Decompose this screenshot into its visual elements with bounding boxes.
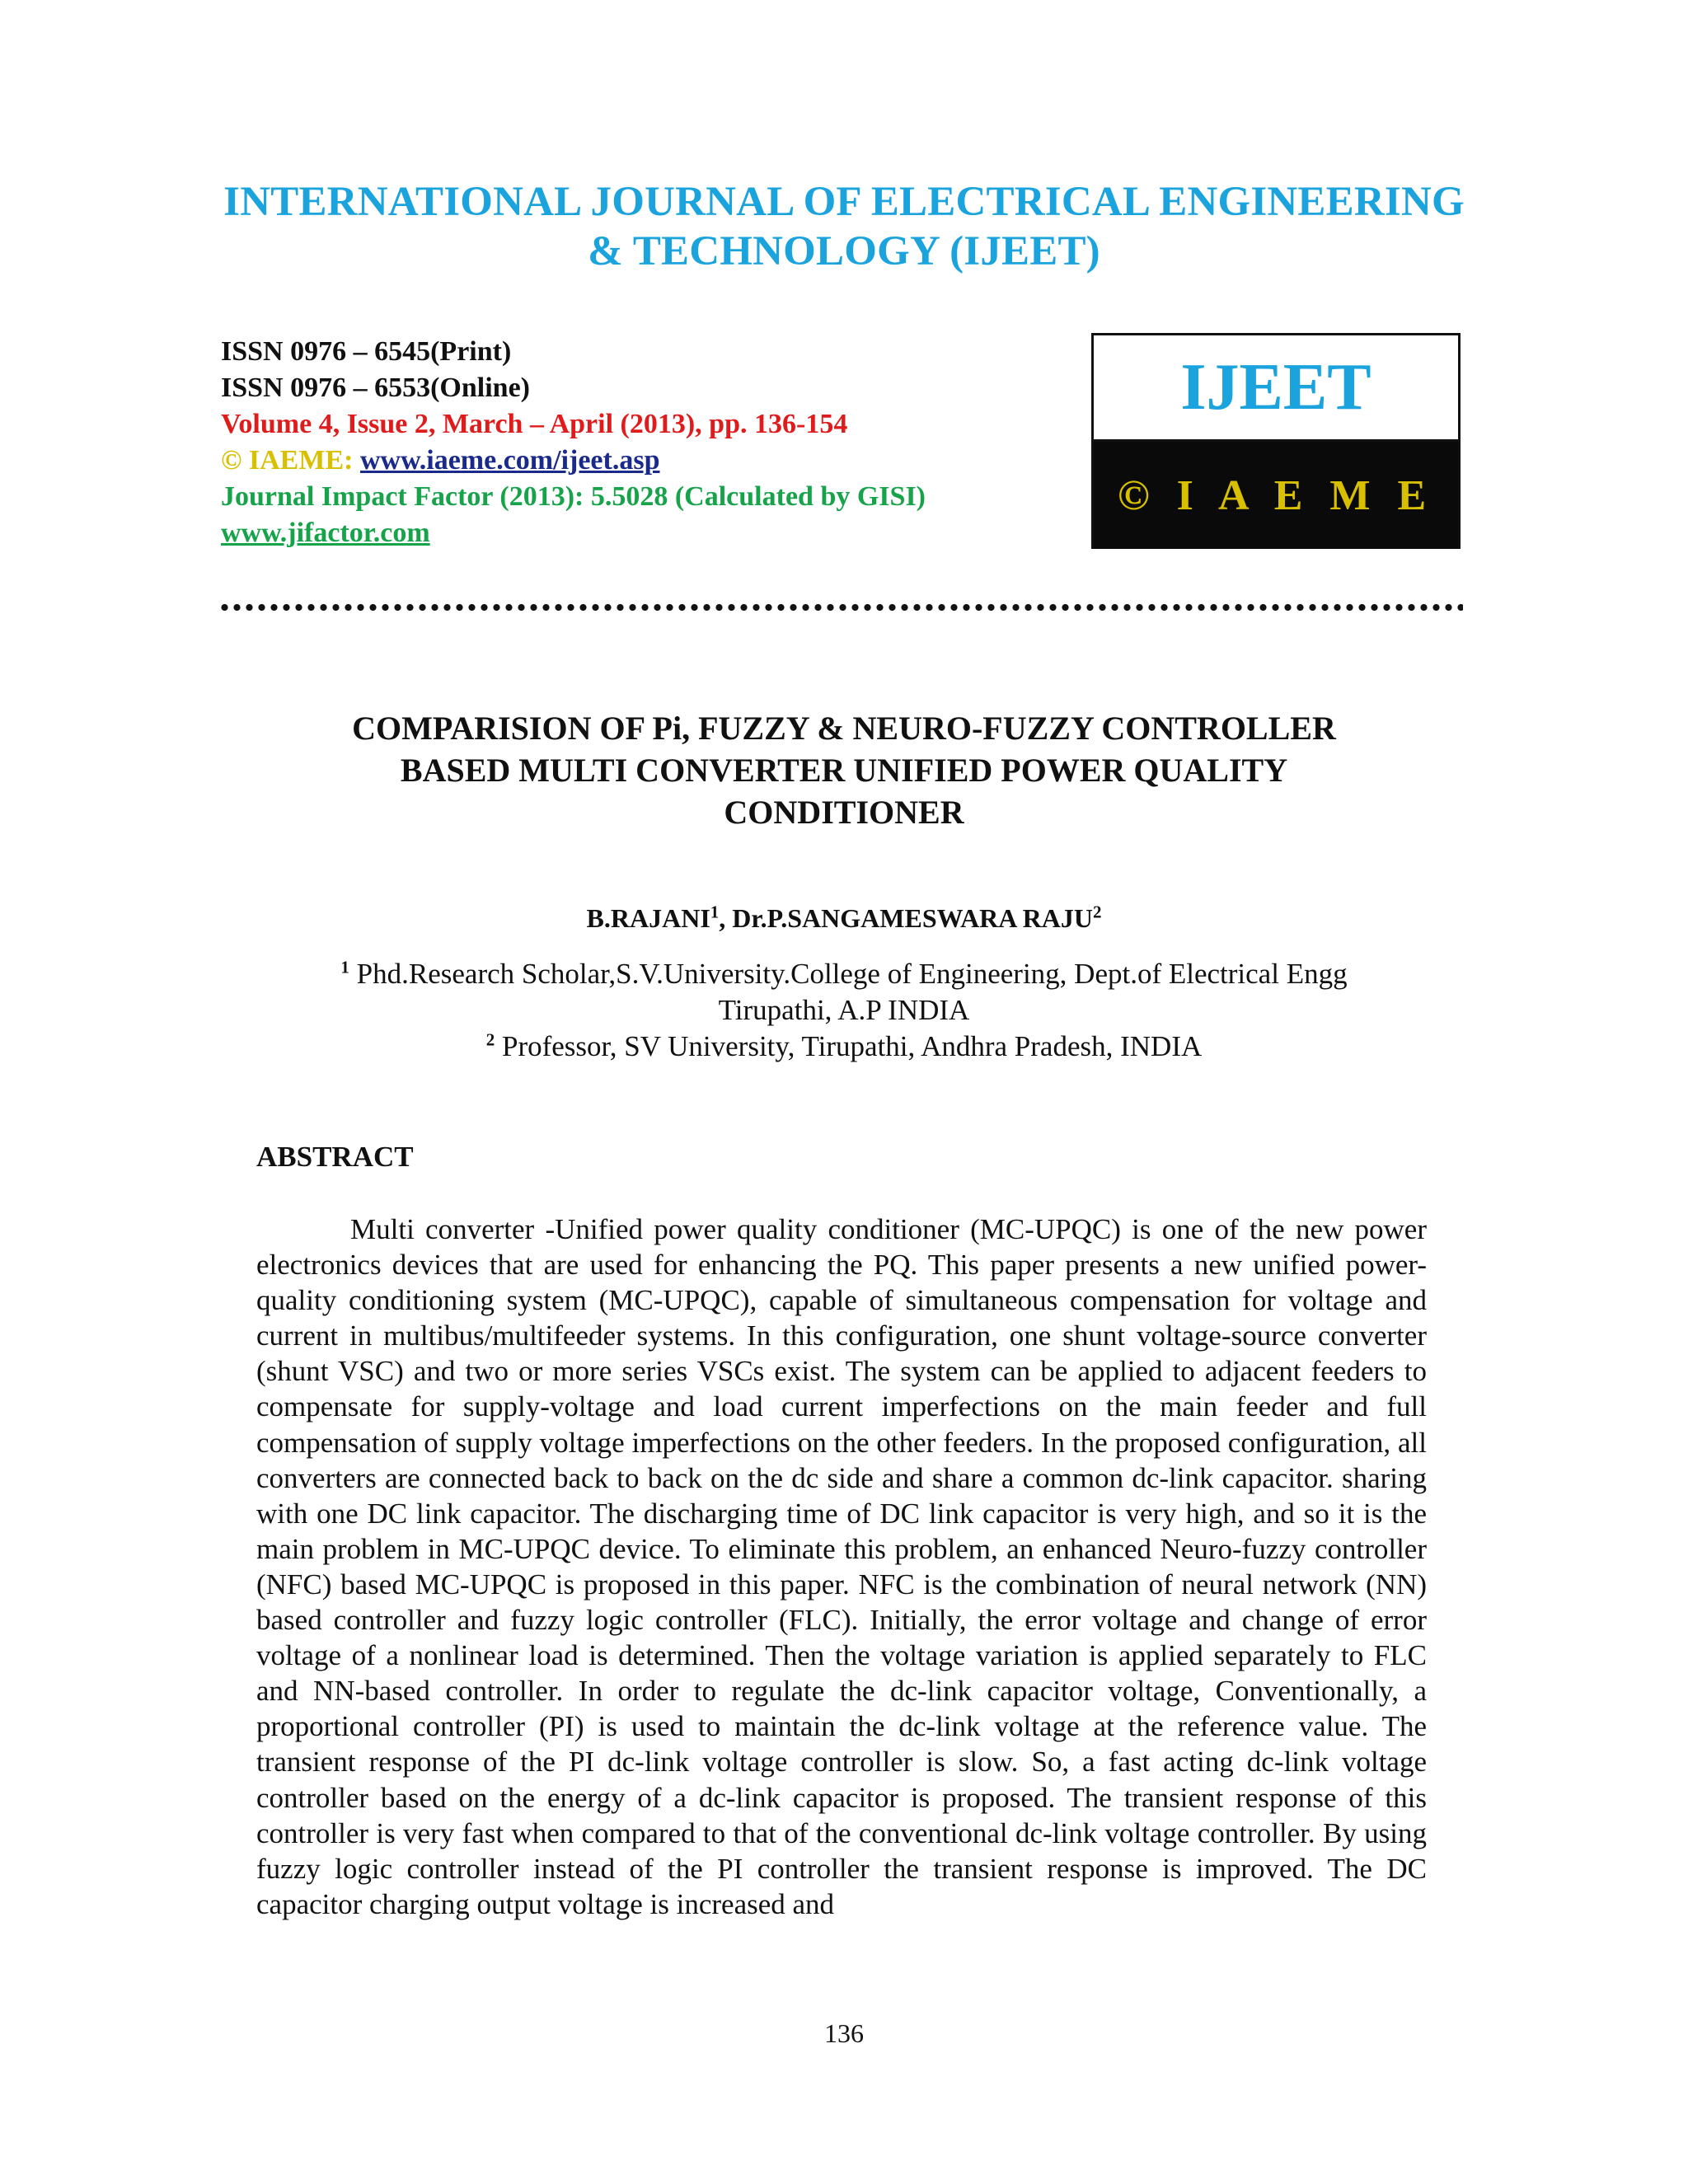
author-separator: ,: [719, 903, 733, 933]
journal-title-line-1: INTERNATIONAL JOURNAL OF ELECTRICAL ENGINEERING: [223, 179, 1465, 225]
paper-title-line-3: CONDITIONER: [724, 794, 964, 831]
jif-line: [221, 515, 1045, 551]
author-1-affiliation-mark: 1: [710, 902, 720, 922]
author-2: Dr.P.SANGAMESWARA RAJU: [732, 903, 1093, 933]
journal-logo: [1091, 333, 1461, 549]
impact-factor: Journal Impact Factor (2013): 5.5028 (Calculated by GISI): [221, 481, 926, 512]
logo-publisher: © I A E M E: [1094, 442, 1458, 549]
affiliation-2-line-1: Professor, SV University, Tirupathi, Andhra Pradesh, INDIA: [495, 1030, 1203, 1062]
iaeme-link[interactable]: www.iaeme.com/ijeet.asp: [359, 445, 660, 476]
journal-title-line-2: & TECHNOLOGY (IJEET): [588, 228, 1100, 274]
affiliation-1-line-1: Phd.Research Scholar,S.V.University.College of Engineering, Dept.of Electrical Engg: [349, 958, 1348, 990]
abstract-heading: ABSTRACT: [256, 1141, 414, 1173]
iaeme-line: [221, 443, 1045, 479]
paper-title-line-1: COMPARISION OF Pi, FUZZY & NEURO-FUZZY CONTROLLER: [352, 710, 1336, 747]
author-1: B.RAJANI: [586, 903, 710, 933]
affiliation-1-mark: 1: [340, 957, 349, 977]
issn-print: ISSN 0976 – 6545(Print): [221, 336, 512, 367]
affiliation-1: [165, 956, 1523, 992]
logo-name: IJEET: [1094, 335, 1458, 442]
paper-title-line-2: BASED MULTI CONVERTER UNIFIED POWER QUALITY: [400, 752, 1288, 789]
jifactor-link[interactable]: www.jifactor.com: [221, 518, 430, 548]
author-list: [165, 902, 1523, 935]
affiliation-2-mark: 2: [485, 1029, 495, 1050]
issn-online: ISSN 0976 – 6553(Online): [221, 373, 530, 403]
page-number: 136: [824, 2018, 864, 2048]
author-2-affiliation-mark: 2: [1092, 902, 1102, 922]
abstract-body: Multi converter -Unified power quality conditioner (MC-UPQC) is one of the new power electronics devices that are used for enhancing the PQ. This paper presents a new unified power-quality conditioning system (MC-UPQC), capable of simultaneous compensation for voltage and current in multibus/multifeeder systems. In this configuration, one shunt voltage-source converter (shunt VSC) and two or more series VSCs exist. The system can be applied to adjacent feeders to compensate for supply-voltage and load current imperfections on the main feeder and full compensation of supply voltage imperfections on the other feeders. In the proposed configuration, all converters are connected back to back on the dc side and share a common dc-link capacitor. sharing with one DC link capacitor. The discharging time of DC link capacitor is very high, and so it is the main problem in MC-UPQC device. To eliminate this problem, an enhanced Neuro-fuzzy controller (NFC) based MC-UPQC is proposed in this paper. NFC is the combination of neural network (NN) based controller and fuzzy logic controller (FLC). Initially, the error voltage and change of error voltage of a nonlinear load is determined. Then the voltage variation is applied separately to FLC and NN-based controller. In order to regulate the dc-link capacitor voltage, Conventionally, a proportional controller (PI) is used to maintain the dc-link voltage at the reference value. The transient response of the PI dc-link voltage controller is slow. So, a fast acting dc-link voltage controller based on the energy of a dc-link capacitor is proposed. The transient response of this controller is very fast when compared to that of the conventional dc-link voltage controller. By using fuzzy logic controller instead of the PI controller the transient response is improved. The DC capacitor charging output voltage is increased and: [256, 1213, 1427, 1920]
affiliations: [165, 956, 1523, 1065]
paper-title: [206, 707, 1482, 833]
journal-title: [165, 177, 1523, 276]
volume-info: Volume 4, Issue 2, March – April (2013), pp. 136-154: [221, 409, 848, 439]
affiliation-2: [165, 1029, 1523, 1065]
affiliation-1-line-2: Tirupathi, A.P INDIA: [718, 994, 970, 1026]
journal-metadata: [221, 334, 1045, 551]
iaeme-label: © IAEME:: [221, 445, 360, 476]
dotted-divider: [218, 602, 1463, 613]
